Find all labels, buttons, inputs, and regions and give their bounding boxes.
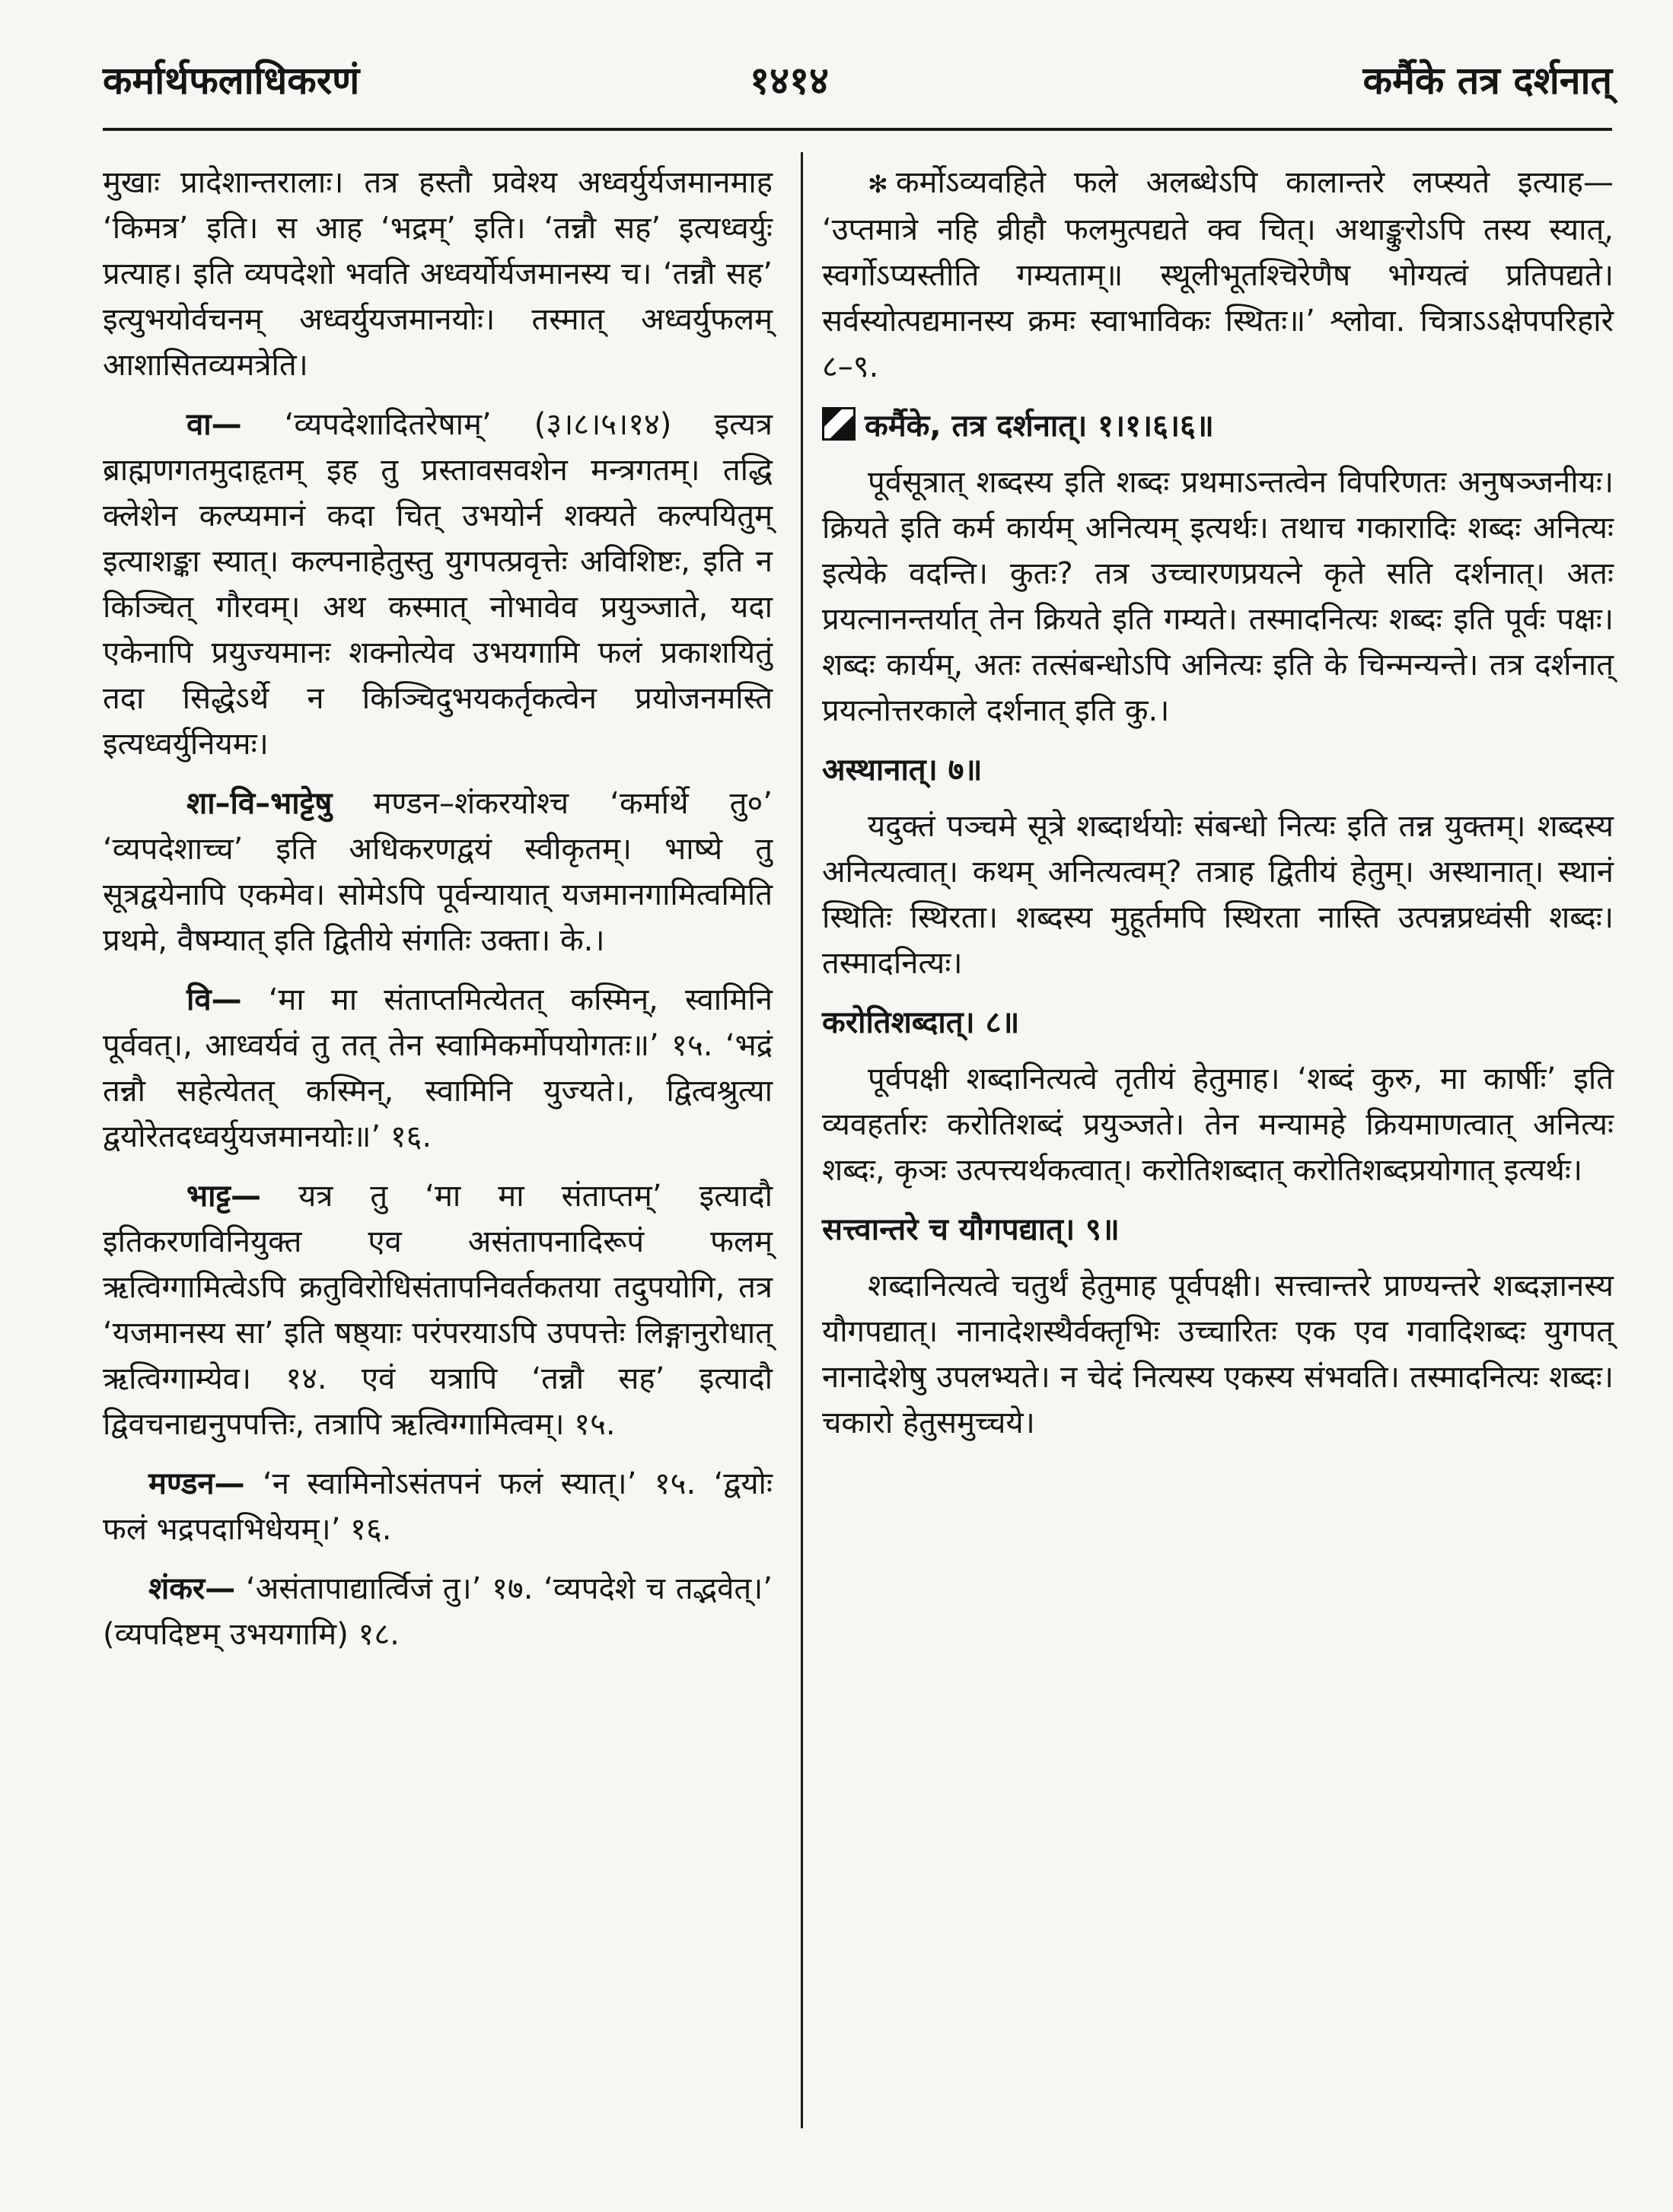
paragraph [822,460,1614,734]
running-head-right: कर्मैके तत्र दर्शनात् [1362,59,1612,103]
commentary-label: भाट्ट— [186,1179,262,1214]
paragraph-text: यत्र तु ‘मा मा संताप्तम्’ इत्यादौ इतिकरणविनियुक्त एव असंतापनादिरूपं फलम् ऋत्विग्गामित्वेऽपि क्रतुविरोधिसंतापनिवर्तकतया तदुपयोगि, तत्र ‘यजमानस्य सा’ इति षष्ठ्याः परंपरयाऽपि उपपत्तेः लिङ्गानुरोधात् ऋत्विग्गाम्येव। १४. एवं यत्रापि ‘तन्नौ सह’ इत्यादौ द्विवचनाद्यनुपपत्तिः, तत्रापि ऋत्विग्गामित्वम्। १५. [103,1179,773,1442]
paragraph [103,1566,773,1657]
paragraph [822,1056,1614,1193]
paragraph-text: यदुक्तं पञ्चमे सूत्रे शब्दार्थयोः संबन्धो नित्यः इति तन्न युक्तम्। शब्दस्य अनित्यत्वात्। कथम् अनित्यत्वम्? तत्राह द्वितीयं हेतुम्। अस्थानात्। स्थानं स्थितिः स्थिरता। शब्दस्य मुहूर्तमपि स्थिरता नास्ति उत्पन्नप्रध्वंसी शब्दः। तस्मादनित्यः। [822,809,1614,981]
footnote-star-icon: ✻ [868,170,888,199]
paragraph-text: शब्दानित्यत्वे चतुर्थं हेतुमाह पूर्वपक्षी। सत्त्वान्तरे प्राण्यन्तरे शब्दज्ञानस्य यौगपद्यात्। नानादेशस्थैर्वक्तृभिः उच्चारितः एक एव गवादिशब्दः युगपत् नानादेशेषु उपलभ्यते। न चेदं नित्यस्य एकस्य संभवति। तस्मादनित्यः शब्दः। चकारो हेतुसमुच्चये। [822,1268,1614,1440]
commentary-label: मण्डन— [148,1466,245,1501]
right-column [822,160,1614,1459]
page-header [103,53,1612,114]
paragraph-text: कर्मैके, तत्र दर्शनात्। १।१।६।६॥ [865,409,1214,444]
paragraph-text: अस्थानात्। ७॥ [822,753,983,788]
paragraph-text: ‘व्यपदेशादितरेषाम्’ (३।८।५।१४) इत्यत्र ब्राह्मणगतमुदाहृतम् इह तु प्रस्तावसवशेन मन्त्रगतम्। तद्धि क्लेशेन कल्प्यमानं कदा चित् उभयोर्न शक्यते कल्पयितुम् इत्याशङ्का स्यात्। कल्पनाहेतुस्तु युगपत्प्रवृत्तेः अविशिष्टः, इति न किञ्चित् गौरवम्। अथ कस्मात् नोभावेव प्रयुञ्जाते, यदा एकेनापि प्रयुज्यमानः शक्नोत्येव उभयगामि फलं प्रकाशयितुं तदा सिद्धेऽर्थे न किञ्चिदुभयकर्तृकत्वेन प्रयोजनमस्ति इत्यध्वर्युनियमः। [103,407,773,762]
paragraph-text: ‘असंतापाद्यार्त्विजं तु।’ १७. ‘व्यपदेशे च तद्भवेत्।’ (व्यपदिष्टम् उभयगामि) १८. [103,1571,773,1652]
paragraph [822,1263,1614,1446]
column-divider [801,152,803,2128]
paragraph-text: ‘न स्वामिनोऽसंतपनं फलं स्यात्।’ १५. ‘द्वयोः फलं भद्रपदाभिधेयम्।’ १६. [103,1466,773,1547]
page-number: १४१४ [750,59,829,103]
header-rule [103,128,1612,131]
paragraph [103,781,773,963]
commentary-label: शंकर— [148,1571,236,1606]
left-column [103,160,773,1671]
running-head-left: कर्मार्थफलाधिकरणं [103,59,360,103]
paragraph-text: पूर्वसूत्रात् शब्दस्य इति शब्दः प्रथमाऽन्तत्वेन विपरिणतः अनुषञ्जनीयः। क्रियते इति कर्म कार्यम् अनित्यम् इत्यर्थः। तथाच गकारादिः शब्दः अनित्यः इत्येके वदन्ति। कुतः? तत्र उच्चारणप्रयत्ने कृते सति दर्शनात्। अतः प्रयत्नानन्तर्यात् तेन क्रियते इति गम्यते। तस्मादनित्यः शब्दः इति पूर्वः पक्षः। शब्दः कार्यम्, अतः तत्संबन्धोऽपि अनित्यः इति के चिन्मन्यन्ते। तत्र दर्शनात् प्रयत्नोत्तरकाले दर्शनात् इति कु.। [822,465,1614,728]
commentary-label: वि— [186,982,242,1017]
paragraph-text: मण्डन–शंकरयोश्च ‘कर्मार्थे तु०’ ‘व्यपदेशाच्च’ इति अधिकरणद्वयं स्वीकृतम्। भाष्ये तु सूत्रद्वयेनापि एकमेव। सोमेऽपि पूर्वन्यायात् यजमानगामित्वमिति प्रथमे, वैषम्यात् इति द्वितीये संगतिः उक्ता। के.। [103,786,773,958]
paragraph [822,804,1614,986]
paragraph-text: कर्मोऽव्यवहिते फले अलब्धेऽपि कालान्तरे लप्स्यते इत्याह— ‘उप्तमात्रे नहि व्रीहौ फलमुत्पद्यते क्व चित्। अथाङ्कुरोऽपि तस्य स्यात्, स्वर्गोऽप्यस्तीति गम्यताम्॥ स्थूलीभूतश्चिरेणैष भोग्यत्वं प्रतिपद्यते। सर्वस्योत्पद्यमानस्य क्रमः स्वाभाविकः स्थितः॥’ श्लोवा. चित्राऽऽक्षेपपरिहारे ८–९. [822,165,1614,384]
sutra-heading [822,747,1614,793]
paragraph [103,1173,773,1447]
paragraph [103,1461,773,1552]
paragraph-text: ‘मा मा संताप्तमित्येतत् कस्मिन्, स्वामिनि पूर्ववत्।, आध्वर्यवं तु तत् तेन स्वामिकर्मोपयोगतः॥’ १५. ‘भद्रं तन्नौ सहेत्येतत् कस्मिन्, स्वामिनि युज्यते।, द्वित्वश्रुत्या द्वयोरेतदध्वर्युयजमानयोः॥’ १६. [103,982,773,1154]
paragraph [103,160,773,388]
paragraph [103,402,773,767]
commentary-label: शा–वि–भाट्टेषु [186,786,333,821]
sutra-mark-icon [822,407,856,441]
sutra-heading [822,1207,1614,1252]
sutra-heading [822,403,1614,449]
paragraph-text: पूर्वपक्षी शब्दानित्यत्वे तृतीयं हेतुमाह। ‘शब्दं कुरु, मा कार्षीः’ इति व्यवहर्तारः करोतिशब्दं प्रयुञ्जते। तेन मन्यामहे क्रियमाणत्वात् अनित्यः शब्दः, कृञः उत्पत्त्यर्थकत्वात्। करोतिशब्दात् करोतिशब्दप्रयोगात् इत्यर्थः। [822,1061,1614,1188]
sutra-heading [822,1000,1614,1046]
paragraph-text: मुखाः प्रादेशान्तरालाः। तत्र हस्तौ प्रवेश्य अध्वर्युर्यजमानमाह ‘किमत्र’ इति। स आह ‘भद्रम्’ इति। ‘तन्नौ सह’ इत्यध्वर्युः प्रत्याह। इति व्यपदेशो भवति अध्वर्योर्यजमानस्य च। ‘तन्नौ सह’ इत्युभयोर्वचनम् अध्वर्युयजमानयोः। तस्मात् अध्वर्युफलम् आशासितव्यमत्रेति। [103,165,773,383]
paragraph-text: करोतिशब्दात्। ८॥ [822,1005,1020,1040]
commentary-label: वा— [186,407,242,442]
paragraph [822,160,1614,390]
paragraph-text: सत्त्वान्तरे च यौगपद्यात्। ९॥ [822,1212,1120,1247]
paragraph [103,977,773,1160]
